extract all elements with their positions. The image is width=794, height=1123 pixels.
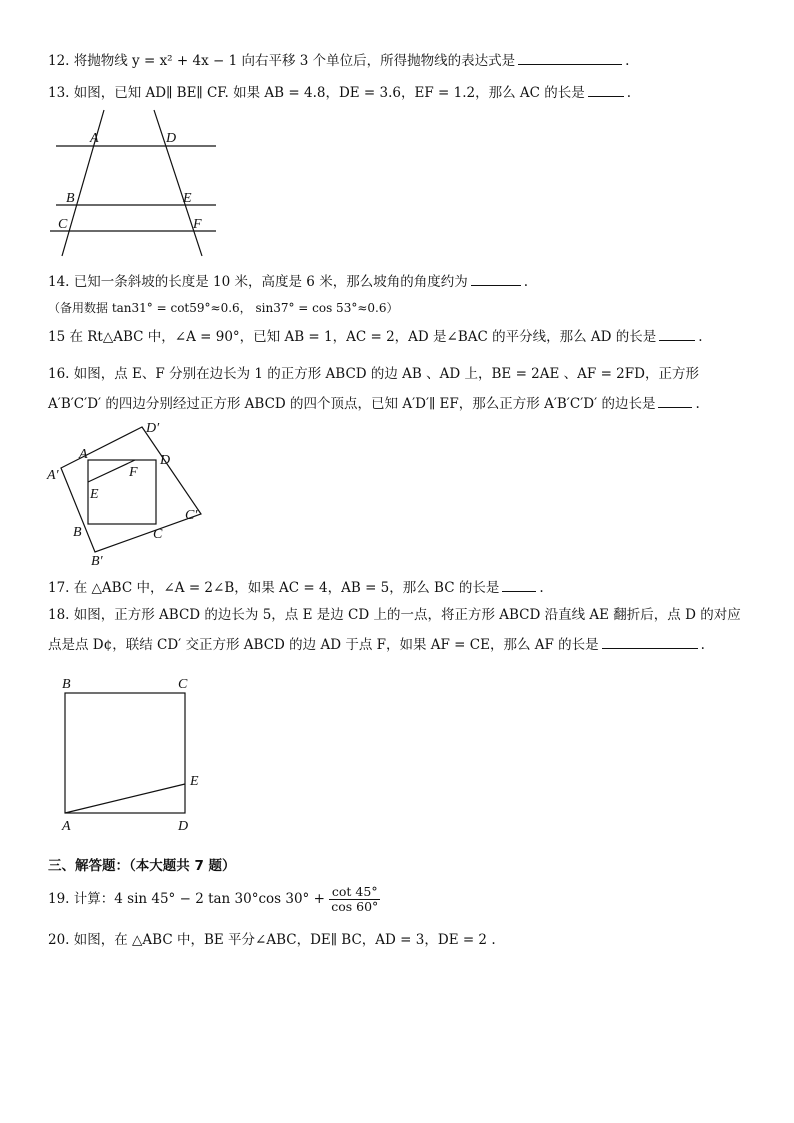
question-16-line-2: A′B′C′D′ 的四边分别经过正方形 ABCD 的四个顶点，已知 A′D′∥ EF，那么正方形 A′B′C′D′ 的边长是 . (48, 396, 700, 412)
question-14-note: （备用数据 tan31° = cot59°≈0.6， sin37° = cos 53°≈0.6） (48, 301, 399, 315)
square-ABCD (65, 693, 185, 813)
label-A: A (62, 819, 71, 834)
label-A1: A′ (47, 468, 59, 483)
label-D1: D′ (146, 421, 160, 436)
label-B: B (73, 525, 82, 540)
answer-blank (502, 578, 536, 592)
question-18-line-2: 点是点 D¢，联结 CD′ 交正方形 ABCD 的边 AD 于点 F，如果 AF = CE，那么 AF 的长是 . (48, 637, 705, 653)
section-heading: 三、解答题：（本大题共 7 题） (48, 858, 236, 874)
label-D: D (178, 819, 189, 834)
question-13-text: 13. 如图，已知 AD∥ BE∥ CF. 如果 AB = 4.8，DE = 3.6，EF = 1.2，那么 AC 的长是 (48, 85, 585, 101)
label-E: E (183, 191, 192, 206)
outer-square (61, 427, 201, 552)
segment-AE (65, 784, 185, 813)
label-A: A (79, 447, 88, 462)
label-C: C (178, 677, 188, 692)
question-16-line-1: 16. 如图，点 E、F 分别在边长为 1 的正方形 ABCD 的边 AB 、AD 上，BE = 2AE 、AF = 2FD，正方形 (48, 366, 699, 382)
label-D: D (166, 131, 177, 146)
transversal-right (154, 110, 202, 256)
segment-EF (88, 460, 135, 482)
label-F: F (129, 465, 138, 480)
question-12: 12. 将抛物线 y = x² + 4x − 1 向右平移 3 个单位后，所得抛物线的表达式是 . (48, 53, 630, 69)
answer-blank (518, 51, 622, 65)
question-12-text: 12. 将抛物线 y = x² + 4x − 1 向右平移 3 个单位后，所得抛物线的表达式是 (48, 53, 516, 69)
question-17-text: 17. 在 △ABC 中，∠A = 2∠B，如果 AC = 4，AB = 5，那么 BC 的长是 (48, 580, 500, 596)
answer-blank (471, 272, 521, 286)
answer-blank (588, 83, 624, 97)
answer-blank (658, 394, 692, 408)
question-18-line-1: 18. 如图，正方形 ABCD 的边长为 5，点 E 是边 CD 上的一点，将正方形 ABCD 沿直线 AE 翻折后，点 D 的对应 (48, 607, 741, 623)
question-15-text: 15 在 Rt△ABC 中，∠A = 90°，已知 AB = 1，AC = 2，AD 是∠BAC 的平分线，那么 AD 的长是 (48, 329, 657, 345)
figure-18 (50, 672, 220, 838)
answer-blank (602, 635, 698, 649)
label-B: B (62, 677, 71, 692)
fraction: $\frac{\cot 45^\circ}{\cos 60^\circ}$ (331, 884, 379, 914)
answer-blank (659, 327, 695, 341)
question-14-text: 14. 已知一条斜坡的长度是 10 米，高度是 6 米，那么坡角的角度约为 (48, 274, 468, 290)
label-A: A (90, 131, 99, 146)
label-E: E (190, 774, 199, 789)
question-19: 19. 计算：4 sin 45° − 2 tan 30°cos 30° + $\frac{\cot 45^\circ}{\cos 60^\circ}$ (48, 884, 379, 914)
label-C: C (58, 217, 68, 232)
label-D: D (160, 453, 171, 468)
label-B: B (66, 191, 75, 206)
question-20: 20. 如图，在 △ABC 中，BE 平分∠ABC，DE∥ BC，AD = 3，DE = 2 . (48, 932, 496, 948)
label-F: F (193, 217, 202, 232)
label-C1: C′ (185, 508, 198, 523)
question-17: 17. 在 △ABC 中，∠A = 2∠B，如果 AC = 4，AB = 5，那么 BC 的长是 . (48, 580, 544, 596)
label-B1: B′ (91, 554, 103, 569)
figure-16 (45, 418, 215, 574)
question-15: 15 在 Rt△ABC 中，∠A = 90°，已知 AB = 1，AC = 2，AD 是∠BAC 的平分线，那么 AD 的长是 . (48, 329, 703, 345)
question-14: 14. 已知一条斜坡的长度是 10 米，高度是 6 米，那么坡角的角度约为 . (48, 274, 528, 290)
label-E: E (90, 487, 99, 502)
question-13: 13. 如图，已知 AD∥ BE∥ CF. 如果 AB = 4.8，DE = 3.6，EF = 1.2，那么 AC 的长是 . (48, 85, 632, 101)
label-C: C (153, 527, 163, 542)
figure-13 (48, 104, 228, 264)
